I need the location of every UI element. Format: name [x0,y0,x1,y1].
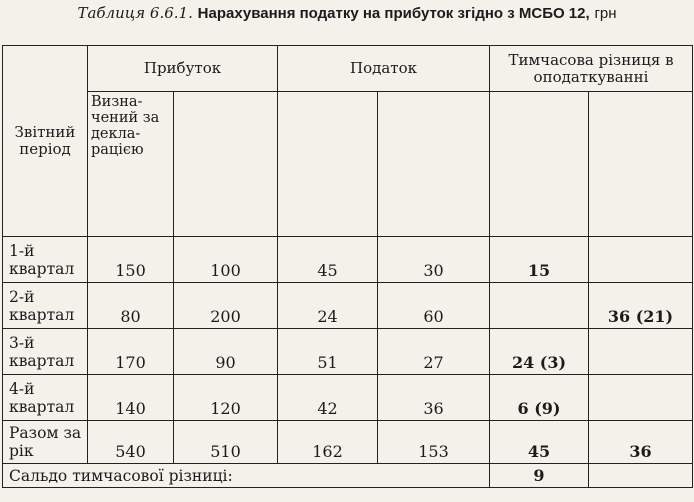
row-period: 1-й квартал [3,237,88,283]
header-deferred-assets [490,92,589,237]
header-profit-declared: Визна- чений за декла- рацією [88,92,174,237]
cell-profit-accounting: 100 [174,237,278,283]
cell-deferred-liabilities: 36 [589,421,693,464]
header-tax: Податок [278,46,490,92]
saldo-label: Сальдо тимчасової різниці: [3,464,490,488]
row-period: 2-й квартал [3,283,88,329]
cell-deferred-assets: 24 (3) [490,329,589,375]
cell-profit-accounting: 90 [174,329,278,375]
cell-deferred-liabilities [589,375,693,421]
tax-table [2,45,693,488]
row-period: 3-й квартал [3,329,88,375]
cell-deferred-assets: 15 [490,237,589,283]
cell-deferred-assets [490,283,589,329]
cell-deferred-liabilities: 36 (21) [589,283,693,329]
cell-profit-accounting: 510 [174,421,278,464]
header-profit: Прибуток [88,46,278,92]
cell-profit-declared: 540 [88,421,174,464]
row-period: 4-й квартал [3,375,88,421]
header-row-1 [3,46,693,92]
caption-lead: Таблиця 6.6.1. [77,4,193,22]
cell-profit-declared: 140 [88,375,174,421]
cell-deferred-assets: 6 (9) [490,375,589,421]
table-row [3,237,693,283]
caption-unit: грн [594,5,617,22]
row-period-total: Разом за рік [3,421,88,464]
table-row [3,283,693,329]
table-row [3,329,693,375]
cell-tax-declared: 162 [278,421,378,464]
header-profit-accounting [174,92,278,237]
cell-deferred-assets: 45 [490,421,589,464]
cell-tax-actual: 153 [378,421,490,464]
cell-tax-declared: 51 [278,329,378,375]
cell-tax-declared: 42 [278,375,378,421]
cell-deferred-liabilities [589,329,693,375]
cell-tax-declared: 24 [278,283,378,329]
saldo-empty-cell [589,464,693,488]
cell-tax-actual: 30 [378,237,490,283]
saldo-value: 9 [490,464,589,488]
header-tax-declared [278,92,378,237]
cell-tax-declared: 45 [278,237,378,283]
table-row-total [3,421,693,464]
cell-profit-accounting: 120 [174,375,278,421]
cell-tax-actual: 60 [378,283,490,329]
saldo-row [3,464,693,488]
table-caption [0,3,694,24]
cell-tax-actual: 27 [378,329,490,375]
cell-tax-actual: 36 [378,375,490,421]
caption-title: Нарахування податку на прибуток згідно з МСБО 12, [197,5,590,22]
header-tax-actual [378,92,490,237]
header-period: Звітний період [3,46,88,237]
cell-profit-declared: 150 [88,237,174,283]
header-temp-diff: Тимчасова різниця в оподаткуванні [490,46,693,92]
cell-deferred-liabilities [589,237,693,283]
cell-profit-declared: 80 [88,283,174,329]
header-deferred-liabilities [589,92,693,237]
cell-profit-accounting: 200 [174,283,278,329]
header-row-2 [3,92,693,237]
cell-profit-declared: 170 [88,329,174,375]
table-row [3,375,693,421]
